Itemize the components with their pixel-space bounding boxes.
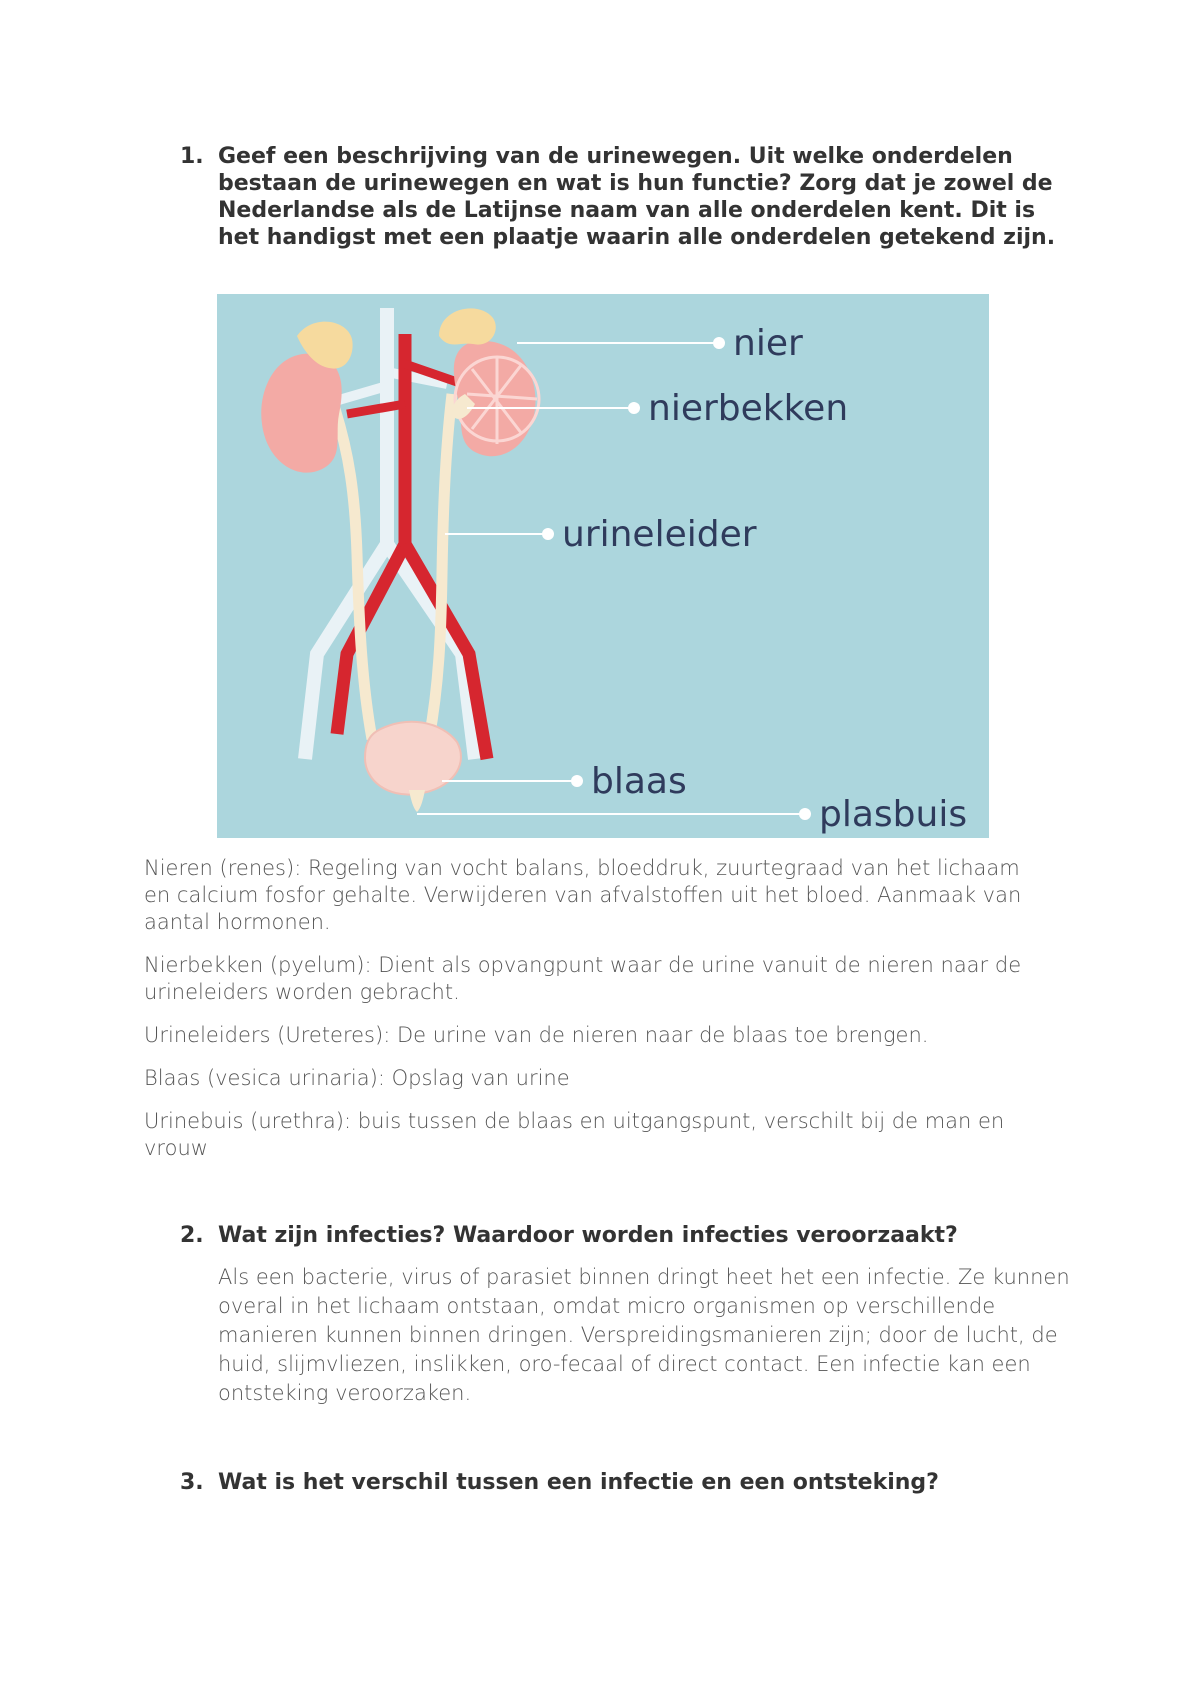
bladder [365,722,461,795]
question-number: 3. [180,1470,204,1495]
label-nier: nier [733,323,803,364]
answer-blaas: Blaas (vesica urinaria): Opslag van urine [144,1066,570,1090]
label-blaas: blaas [591,761,687,802]
question-text: Geef een beschrijving van de urinewegen. Uit welke onderdelen bestaan de urinewegen en wat is hun functie? Zorg dat je zowel de Nederlandse als de Latijnse naam van alle onderdelen kent. Dit is het handigst met een plaatje waarin alle onderdelen getekend zijn. [218,144,1056,250]
urinary-tract-figure [217,294,989,838]
answer-urinebuis: Urinebuis (urethra): buis tussen de blaas en uitgangspunt, verschilt bij de man en vrouw [144,1109,1005,1160]
label-nierbekken: nierbekken [648,388,849,429]
question-text: Wat zijn infecties? Waardoor worden infecties veroorzaakt? [218,1223,958,1248]
label-plasbuis: plasbuis [819,794,968,835]
answer-urineleiders: Urineleiders (Ureteres): De urine van de nieren naar de blaas toe brengen. [144,1023,929,1047]
label-urineleider: urineleider [562,514,757,555]
question-number: 2. [180,1223,204,1248]
answer-nierbekken: Nierbekken (pyelum): Dient als opvangpunt waar de urine vanuit de nieren naar de urineleiders worden gebracht. [144,953,1022,1004]
answer-nieren: Nieren (renes): Regeling van vocht balans, bloeddruk, zuurtegraad van het lichaam en calcium fosfor gehalte. Verwijderen van afvalstoffen uit het bloed. Aanmaak van aantal hormonen. [144,856,1022,934]
question-text: Wat is het verschil tussen een infectie en een ontsteking? [218,1470,939,1495]
question-number: 1. [180,144,204,169]
answer-question-2: Als een bacterie, virus of parasiet binnen dringt heet het een infectie. Ze kunnen overal in het lichaam ontstaan, omdat micro organismen op verschillende manieren kunnen binnen dringen. Verspreidingsmanieren zijn; door de lucht, de huid, slijmvliezen, inslikken, oro-fecaal of direct contact. Een infectie kan een ontsteking veroorzaken. [218,1265,1070,1405]
